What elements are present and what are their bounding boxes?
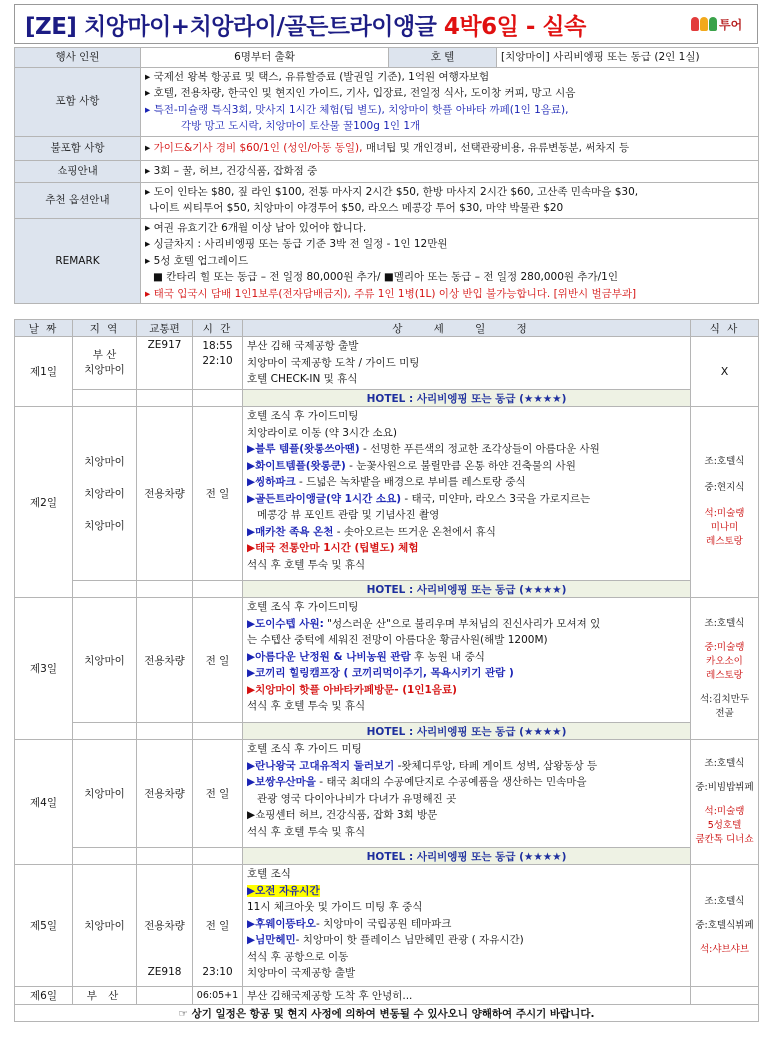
detail-line [247,474,686,491]
detail-line: ▶태국 전통안마 1시간 (팁별도) 체험 [247,542,419,554]
schedule-table [14,319,759,1022]
day-transport: 전용차량 [137,407,193,581]
place-desc: "성스러운 산"으로 불리우며 부처님의 진신사리가 모셔져 있 [323,617,601,630]
day-label: 제1일 [15,337,73,407]
transport-line: 전용차량 [144,920,185,932]
title-code: [ZE] [25,13,77,40]
hotel-label: 호 텔 [389,48,497,68]
detail-line [247,916,686,933]
header-detail: 상 세 일 정 [243,320,691,337]
title-route: 치앙마이+치앙라이/골든트라이앵글 [83,13,437,40]
detail-line: 호텔 조식 [247,868,291,880]
detail-line: 메콩강 뷰 포인트 관람 및 기념사진 촬영 [257,509,440,521]
header-date: 날 짜 [15,320,73,337]
shopping-label: 쇼핑안내 [15,160,141,182]
detail-line: 호텔 CHECK-IN 및 휴식 [247,373,358,385]
place-name: ▶보쌍우산마을 [247,776,316,788]
detail-line [247,524,686,541]
remark-item: 5성 호텔 업그레이드 [153,254,249,267]
excluded-rest: 매너팁 및 개인경비, 선택관광비용, 유류변동분, 써차지 등 [362,141,630,154]
place-name: ▶블루 템플(왓롱쓰아땐) [247,443,360,455]
region-line: 치앙마이 [84,364,125,376]
day-transport: 전용차량 [137,598,193,723]
day-region: 치앙마이 [73,740,137,848]
day-label: 제4일 [15,740,73,865]
meal-line: 중:미술랭 [704,641,745,653]
detail-line: 호텔 조식 후 가이드 미팅 [247,743,362,755]
header-transport: 교통편 [137,320,193,337]
detail-line [247,441,686,458]
place-name: ▶란나왕국 고대유적지 둘러보기 [247,759,395,772]
place-name: ▶화이트템플(왓롱쿤) [247,459,346,472]
place-desc: 후 농원 내 중식 [410,650,485,663]
included-item: 호텔, 전용차량, 한국인 및 현지인 가이드, 기사, 입장료, 전일정 식사, 도이창 커피, 망고 시음 [153,87,576,99]
hotel-row [15,390,759,407]
meal-line: 중:호텔식뷔페 [695,919,754,931]
meal-line: 석:미술랭 [704,806,745,817]
detail-line [247,758,686,775]
place-name: ▶골든트라이앵글(약 1시간 소요) [247,492,402,505]
day-row [15,740,759,848]
meal-line: 석:샤브샤브 [699,943,750,955]
day-time: 06:05+1 [193,987,243,1005]
detail-line: 치앙마이 국제공항 도착 / 가이드 미팅 [247,356,420,369]
day-row [15,865,759,987]
day-label: 제2일 [15,407,73,598]
remark-label: REMARK [15,218,141,304]
day-meal [691,407,759,598]
remark-item: 싱글차지 : 사리비엥핑 또는 동급 기준 3박 전 일정 - 1인 12만원 [153,238,448,250]
meal-line: 레스토랑 [706,669,743,681]
day-row [15,337,759,390]
excluded-label: 불포함 사항 [15,136,141,160]
info-table [14,47,759,304]
detail-line: 석식 후 호텔 투숙 및 휴식 [247,700,366,712]
detail-line [247,649,686,666]
options-label: 추천 옵션안내 [15,182,141,218]
hotel-info: HOTEL : 사리비엥핑 또는 동급 (★★★★) [243,581,691,598]
day-meal [691,598,759,740]
detail-line: 석식 후 호텔 투숙 및 휴식 [247,825,366,838]
day-meal: X [691,337,759,407]
day-time: 전 일 [193,740,243,848]
day-detail: 부산 김해국제공항 도착 후 안녕히... [243,987,691,1005]
company-logo [691,13,749,35]
place-desc: - 드넓은 녹차밭을 배경으로 부비를 레스토랑 중식 [295,476,526,488]
title-bar [14,4,758,44]
day-detail [243,407,691,581]
title-suffix: - 실속 [525,13,586,40]
meal-line: 5성호텔 [707,820,742,831]
detail-line: ▶코끼리 힐링캠프장 ( 코끼리먹이주기, 목욕시키기 관람 ) [247,667,514,679]
detail-line [247,932,686,949]
place-desc: - 솟아오르는 뜨거운 온천에서 휴식 [333,525,496,538]
region-line: 치앙마이 [84,519,125,532]
region-line: 치앙라이 [84,487,125,500]
hotel-row [15,723,759,740]
place-name: ▶도이수텝 사원: [247,617,324,630]
day-time: 전 일 [193,407,243,581]
day-region [73,407,137,581]
hotel-row [15,848,759,865]
day-time: 전 일 [193,598,243,723]
detail-line: 석식 후 호텔 투숙 및 휴식 [247,558,366,571]
option-item: 도이 인타논 $80, 짚 라인 $100, 전통 마사지 2시간 $50, 한방 마사지 2시간 $60, 고산족 민속마을 $30, [153,185,639,198]
meal-line: 카오소이 [706,655,743,667]
detail-line: 치앙라이로 이동 (약 3시간 소요) [247,426,397,439]
day-region [73,337,137,390]
place-desc: - 태국 최대의 수공예단지로 수공예품을 생산하는 민속마을 [315,776,587,788]
detail-line: ▶쇼핑센터 허브, 건강식품, 잡화 3회 방문 [247,809,438,821]
detail-line: 부산 김해 국제공항 출발 [247,340,359,352]
place-name: ▶오전 자유시간 [247,884,320,897]
included-item: 국제선 왕복 항공료 및 택스, 유류할증료 (발권일 기준), 1억원 여행자보험 [153,70,490,83]
day-detail [243,337,691,390]
detail-line: ▶치앙마이 핫플 아바타카페방문- (1인1음료) [247,683,457,696]
place-desc: -왓체디루앙, 타페 게이트 성벽, 삼왕동상 등 [394,759,598,772]
excluded-value: ▸ 가이드&기사 경비 $60/1인 (성인/아동 동일), 매너팁 및 개인경비, 선택관광비용, 유류변동분, 써차지 등 [141,136,759,160]
meal-line: 조:호텔식 [704,617,745,629]
place-name: ▶아름다운 난정원 & 나비농원 관람 [247,650,411,663]
day-label: 제6일 [15,987,73,1005]
meal-line: 중:비빔밥뷔페 [695,782,754,793]
header-region: 지 역 [73,320,137,337]
hotel-info: HOTEL : 사리비엥핑 또는 동급 (★★★★) [243,723,691,740]
detail-line: 는 수텝산 중턱에 세워진 전망이 아름다운 황금사원(해발 1200M) [247,634,548,646]
meal-line: 석:김치만두 [699,693,750,705]
title-duration: 4박6일 [443,13,519,40]
detail-line: 호텔 조식 후 가이드미팅 [247,601,359,613]
day-time [193,865,243,987]
detail-line [247,491,686,508]
meal-line: 조:호텔식 [704,758,745,769]
header-meal: 식 사 [691,320,759,337]
meal-line: 조:호텔식 [704,456,745,467]
day-row [15,987,759,1005]
meal-line: 석:미술랭 [704,508,745,519]
page-title [25,8,586,41]
logo-text: 투어 [719,17,743,32]
place-desc: - 태국, 미얀마, 라오스 3국을 가로지르는 [401,492,591,505]
day-label: 제5일 [15,865,73,987]
meal-line: 미나미 [710,522,739,533]
included-list: ▸ 국제선 왕복 항공료 및 택스, 유류할증료 (발권일 기준), 1억원 여행자보험 ▸ 호텔, 전용차량, 한국인 및 현지인 가이드, 기사, 입장료, 전일정 식사, 도이창 커피, 망고 시음 ▸ 특전-미슐랭 특식3회, 맛사지 1시간 체험(팁 별도), 치앙마이 핫플 아바타 까페(1인 1음료), 각방 망고 도시락, 치앙마이 토산물 꿀100g 1인 1개 [141,67,759,136]
detail-line: 석식 후 공항으로 이동 [247,950,349,963]
remark-item: 칸타리 힐 또는 동급 – 전 일정 80,000원 추가/ ■멜리아 또는 동급 – 전 일정 280,000원 추가/1인 [166,271,619,283]
meal-line: 쿰칸톡 디너쇼 [695,834,754,845]
shopping-text: 3회 – 꿀, 허브, 건강식품, 잡화점 중 [153,164,318,177]
options-list: ▸ 도이 인타논 $80, 짚 라인 $100, 전통 마사지 2시간 $50, 한방 마사지 2시간 $60, 고산족 민속마을 $30, 나이트 씨티투어 $50, 치앙마이 야경투어 $50, 라오스 메콩강 투어 $30, 마약 박물관 $20 [141,182,759,218]
participants-value: 6명부터 출확 [141,48,389,68]
flight-number: ZE918 [147,966,182,978]
hotel-info: HOTEL : 사리비엥핑 또는 동급 (★★★★) [243,848,691,865]
day-row [15,407,759,581]
day-transport: ZE917 [137,337,193,390]
meal-line: 중:현지식 [704,482,745,493]
detail-line: 호텔 조식 후 가이드미팅 [247,410,359,422]
place-name: ▶후웨이뜽타오 [247,917,316,930]
departure-time: 23:10 [202,966,233,978]
place-name: ▶매카찬 족욕 온천 [247,525,334,538]
included-item: 특전-미슐랭 특식3회, 맛사지 1시간 체험(팁 별도), 치앙마이 핫플 아바타 까페(1인 1음료), [153,103,569,116]
day-meal [691,740,759,865]
remark-item: 태국 입국시 담배 1인1보루(전자담배금지), 주류 1인 1병(1L) 이상 반입 불가능합니다. [위반시 벌금부과] [153,287,637,300]
detail-line [247,774,686,791]
shopping-value: ▸ 3회 – 꿀, 허브, 건강식품, 잡화점 중 [141,160,759,182]
time-line: 전 일 [205,920,230,932]
place-desc: - 눈꽃사원으로 불릴만큼 온통 하얀 건축물의 사원 [345,459,576,472]
place-desc: - 치앙마이 핫 플레이스 님만헤민 관광 ( 자유시간) [295,934,524,946]
day-detail [243,598,691,723]
hotel-info: HOTEL : 사리비엥핑 또는 동급 (★★★★) [243,390,691,407]
region-line: 치앙마이 [84,455,125,468]
day-region: 치앙마이 [73,598,137,723]
day-detail [243,740,691,848]
included-label: 포함 사항 [15,67,141,136]
day-transport [137,865,193,987]
excluded-guide-fee: 가이드&기사 경비 $60/1인 (성인/아동 동일), [153,141,363,154]
place-name: ▶씽하파크 [247,476,296,488]
detail-line [247,883,686,900]
detail-line [247,458,686,475]
footer-note: ☞ 상기 일정은 항공 및 현지 사정에 의하여 변동될 수 있사오니 양해하여 주시기 바랍니다. [15,1005,759,1022]
hotel-row [15,581,759,598]
hotel-value: [치앙마이] 사리비엥핑 또는 동급 (2인 1실) [497,48,759,68]
time-line: 22:10 [202,355,233,367]
day-region: 치앙마이 [73,865,137,987]
day-region: 부 산 [73,987,137,1005]
included-item: 각방 망고 도시락, 치앙마이 토산물 꿀100g 1인 1개 [181,120,421,132]
option-item: 나이트 씨티투어 $50, 치앙마이 야경투어 $50, 라오스 메콩강 투어 $30, 마약 박물관 $20 [149,202,564,214]
logo-icon [691,17,717,31]
day-label: 제3일 [15,598,73,740]
day-time [193,337,243,390]
meal-line: 조:호텔식 [704,895,745,907]
day-detail [243,865,691,987]
detail-line: 관광 영국 다이아나비가 다녀가 유명해진 곳 [257,792,457,805]
day-meal [691,865,759,987]
day-transport: 전용차량 [137,740,193,848]
detail-line: 치앙마이 국제공항 출발 [247,967,356,979]
meal-line: 레스토랑 [706,536,743,547]
place-desc: - 치앙마이 국립공원 테마파크 [315,917,452,930]
day-row [15,598,759,723]
detail-line [247,616,686,633]
header-time: 시 간 [193,320,243,337]
region-line: 부 산 [92,349,117,361]
place-desc: - 선명한 푸른색의 정교한 조각상들이 아름다운 사원 [359,443,600,455]
place-name: ▶님만헤민 [247,934,296,946]
time-line: 18:55 [202,340,233,352]
meal-line: 전골 [715,707,734,719]
participants-label: 행사 인원 [15,48,141,68]
remark-list: ▸ 여권 유효기간 6개월 이상 남아 있어야 합니다. ▸ 싱글차지 : 사리비엥핑 또는 동급 기준 3박 전 일정 - 1인 12만원 ▸ 5성 호텔 업그레이드 ■ 칸타리 힐 또는 동급 – 전 일정 80,000원 추가/ ■멜리아 또는 동급 – 전 일정 280,000원 추가/1인 ▸ 태국 입국시 담배 1인1보루(전자담배금지), 주류 1인 1병(1L) 이상 반입 불가능합니다. [위반시 벌금부과] [141,218,759,304]
detail-line: 11시 체크아웃 및 가이드 미팅 후 중식 [247,901,423,913]
remark-item: 여권 유효기간 6개월 이상 남아 있어야 합니다. [153,221,367,234]
